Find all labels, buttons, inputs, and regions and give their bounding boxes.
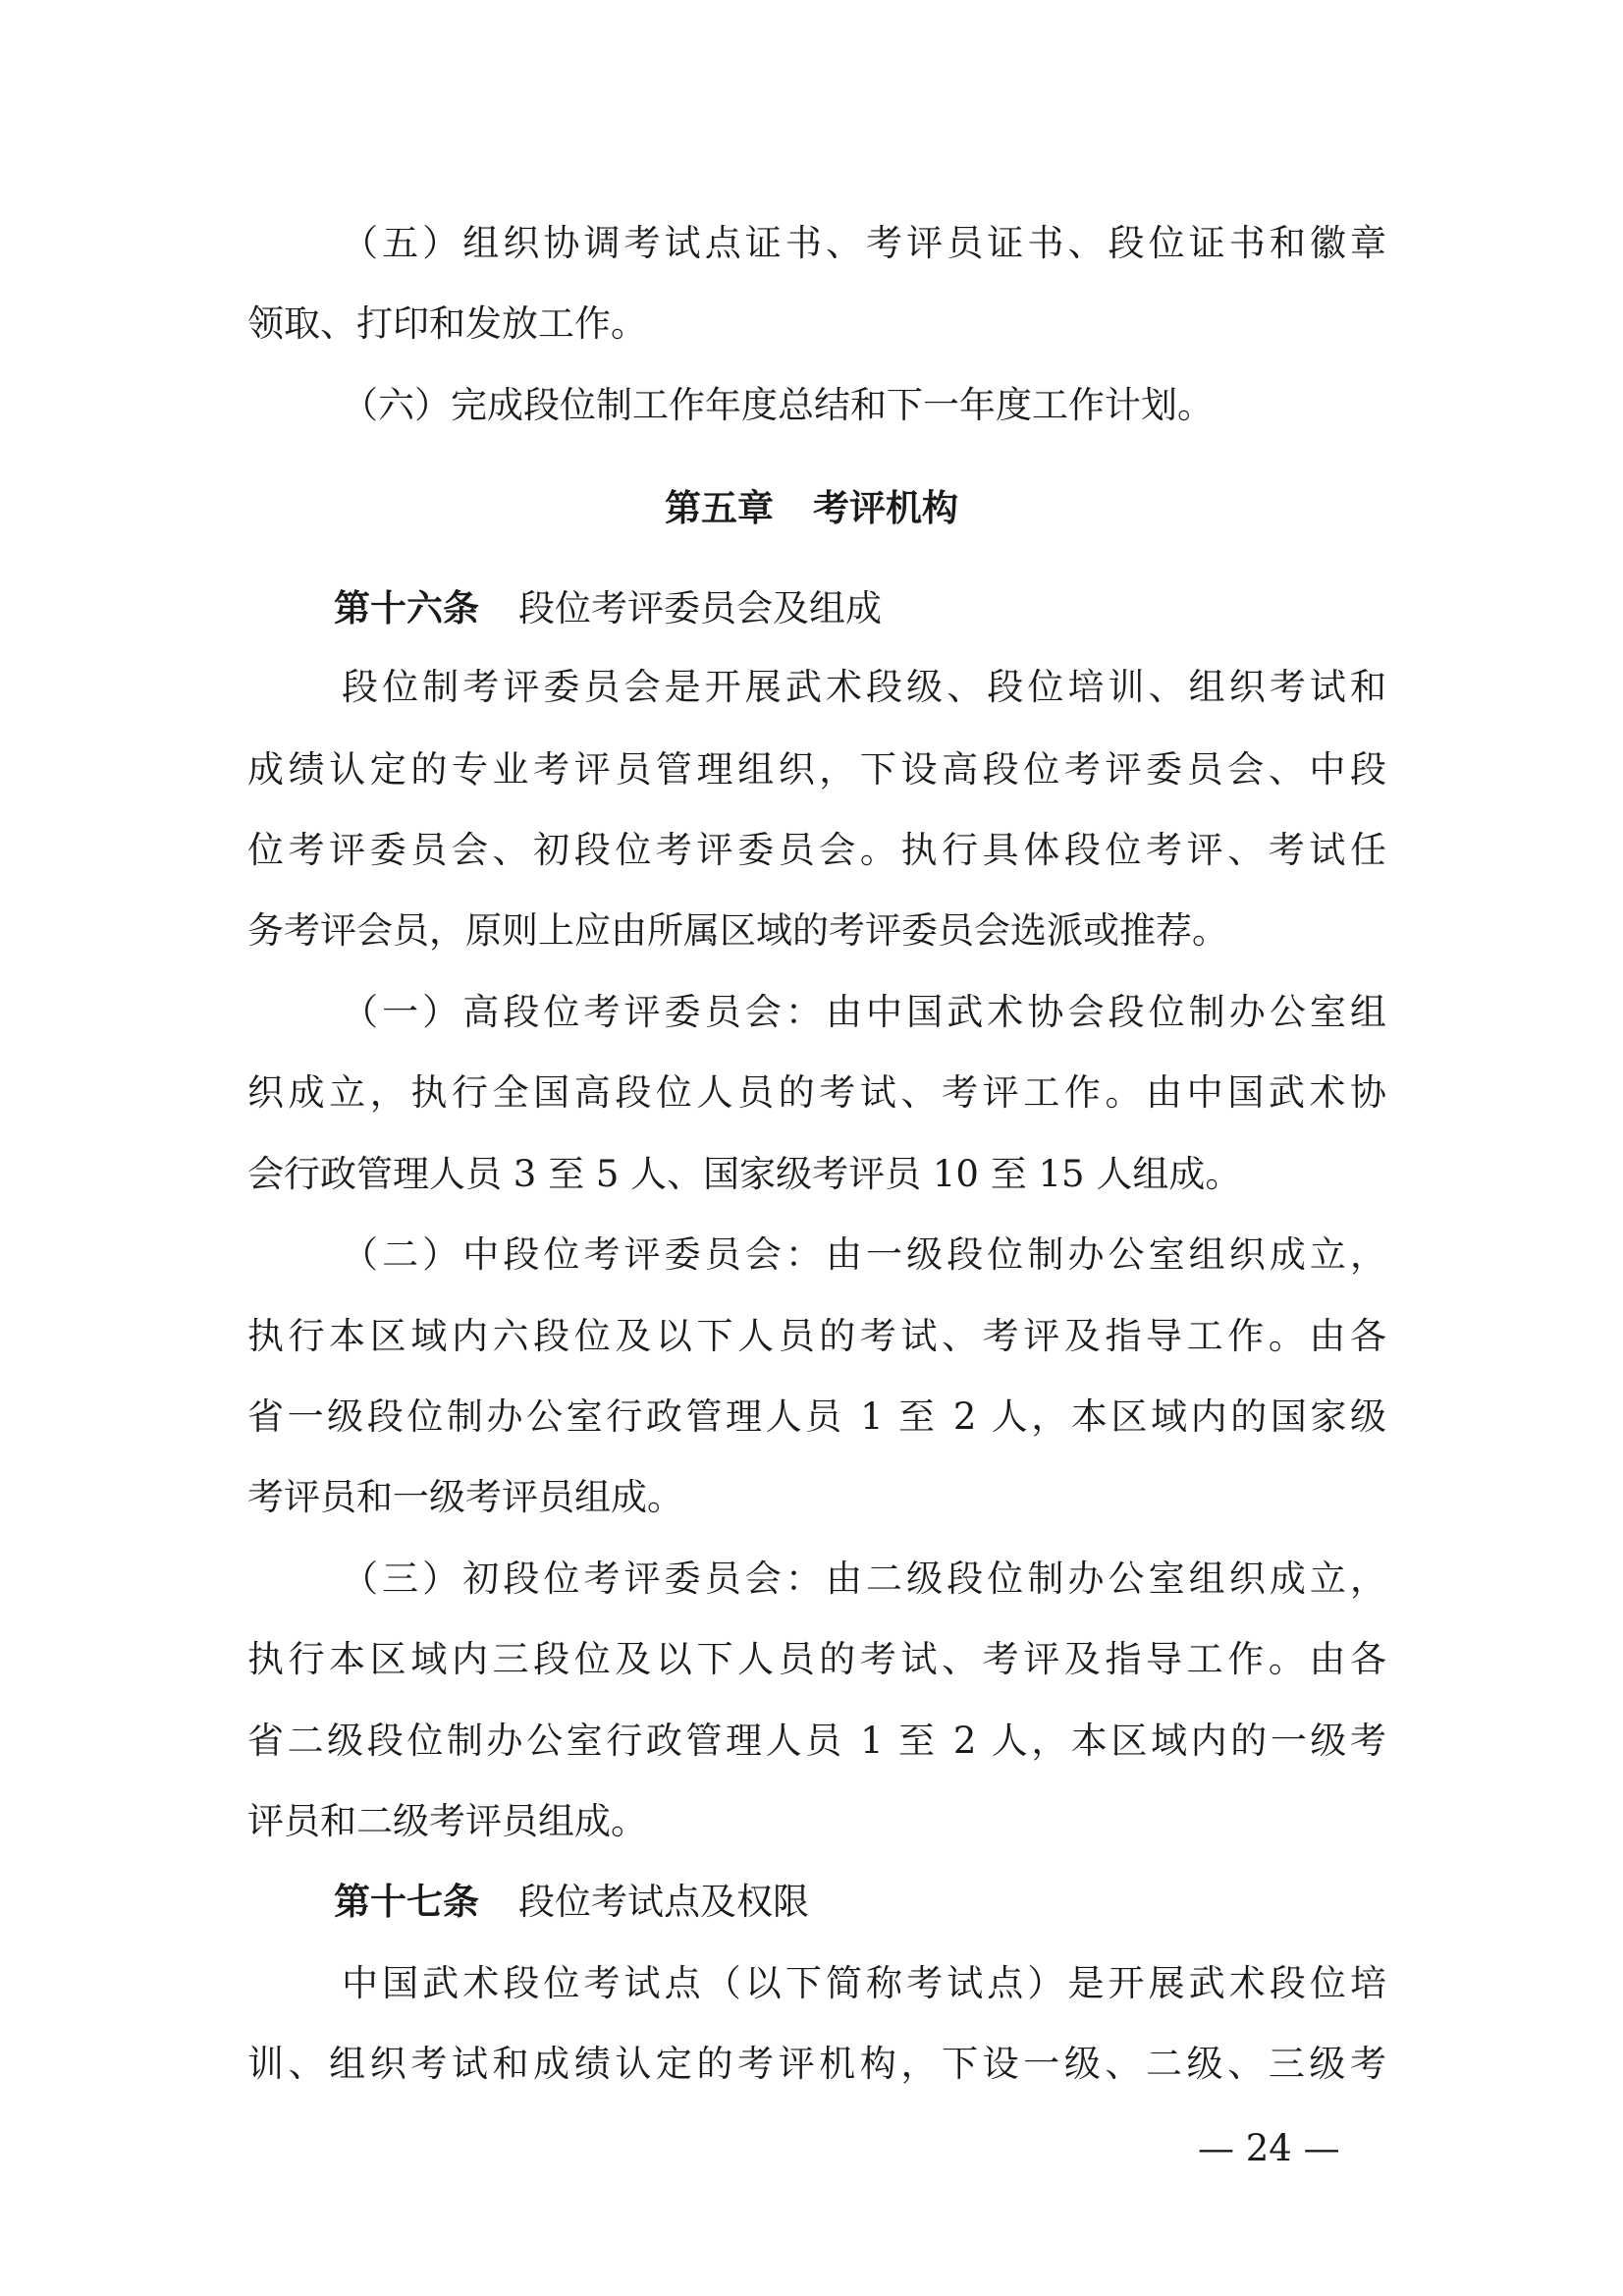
paragraph-line: 省一级段位制办公室行政管理人员 1 至 2 人，本区域内的国家级 <box>247 1395 1386 1438</box>
chapter-heading <box>0 479 1623 538</box>
paragraph-line: 领取、打印和发放工作。 <box>247 302 647 345</box>
paragraph-line: （二）中段位考评委员会：由一级段位制办公室组织成立， <box>342 1233 1386 1276</box>
paragraph-line: （三）初段位考评委员会：由二级段位制办公室组织成立， <box>342 1558 1386 1600</box>
paragraph-line: 中国武术段位考试点（以下简称考试点）是开展武术段位培 <box>342 1962 1386 2004</box>
paragraph-line: 织成立，执行全国高段位人员的考试、考评工作。由中国武术协 <box>247 1071 1386 1114</box>
article-number: 第十六条 <box>334 587 479 629</box>
page-number: — 24 — <box>1198 2127 1340 2169</box>
article-title: 段位考试点及权限 <box>518 1881 809 1923</box>
paragraph-line: 段位制考评委员会是开展武术段级、段位培训、组织考试和 <box>342 666 1386 708</box>
paragraph-line: 执行本区域内三段位及以下人员的考试、考评及指导工作。由各 <box>247 1638 1386 1680</box>
paragraph-line: 务考评会员，原则上应由所属区域的考评委员会选派或推荐。 <box>247 909 1228 952</box>
article-number: 第十七条 <box>334 1881 479 1923</box>
paragraph-line: 执行本区域内六段位及以下人员的考试、考评及指导工作。由各 <box>247 1315 1386 1357</box>
paragraph-line: 位考评委员会、初段位考评委员会。执行具体段位考评、考试任 <box>247 829 1386 871</box>
article-title: 段位考评委员会及组成 <box>518 587 882 629</box>
paragraph-line: （六）完成段位制工作年度总结和下一年度工作计划。 <box>342 384 1214 426</box>
chapter-number: 第五章 <box>665 487 774 529</box>
paragraph-line: 评员和二级考评员组成。 <box>247 1800 647 1842</box>
paragraph-line: 成绩认定的专业考评员管理组织，下设高段位考评委员会、中段 <box>247 748 1386 791</box>
paragraph-line: 会行政管理人员 3 至 5 人、国家级考评员 10 至 15 人组成。 <box>247 1153 1242 1195</box>
paragraph-line: （一）高段位考评委员会：由中国武术协会段位制办公室组 <box>342 991 1386 1033</box>
paragraph-line: 训、组织考试和成绩认定的考评机构，下设一级、二级、三级考 <box>247 2043 1386 2085</box>
paragraph-line: （五）组织协调考试点证书、考评员证书、段位证书和徽章 <box>342 222 1386 264</box>
article-heading <box>334 579 882 638</box>
paragraph-line: 省二级段位制办公室行政管理人员 1 至 2 人，本区域内的一级考 <box>247 1720 1386 1762</box>
chapter-title: 考评机构 <box>813 487 958 529</box>
paragraph-line: 考评员和一级考评员组成。 <box>247 1476 683 1518</box>
article-heading <box>334 1873 809 1932</box>
